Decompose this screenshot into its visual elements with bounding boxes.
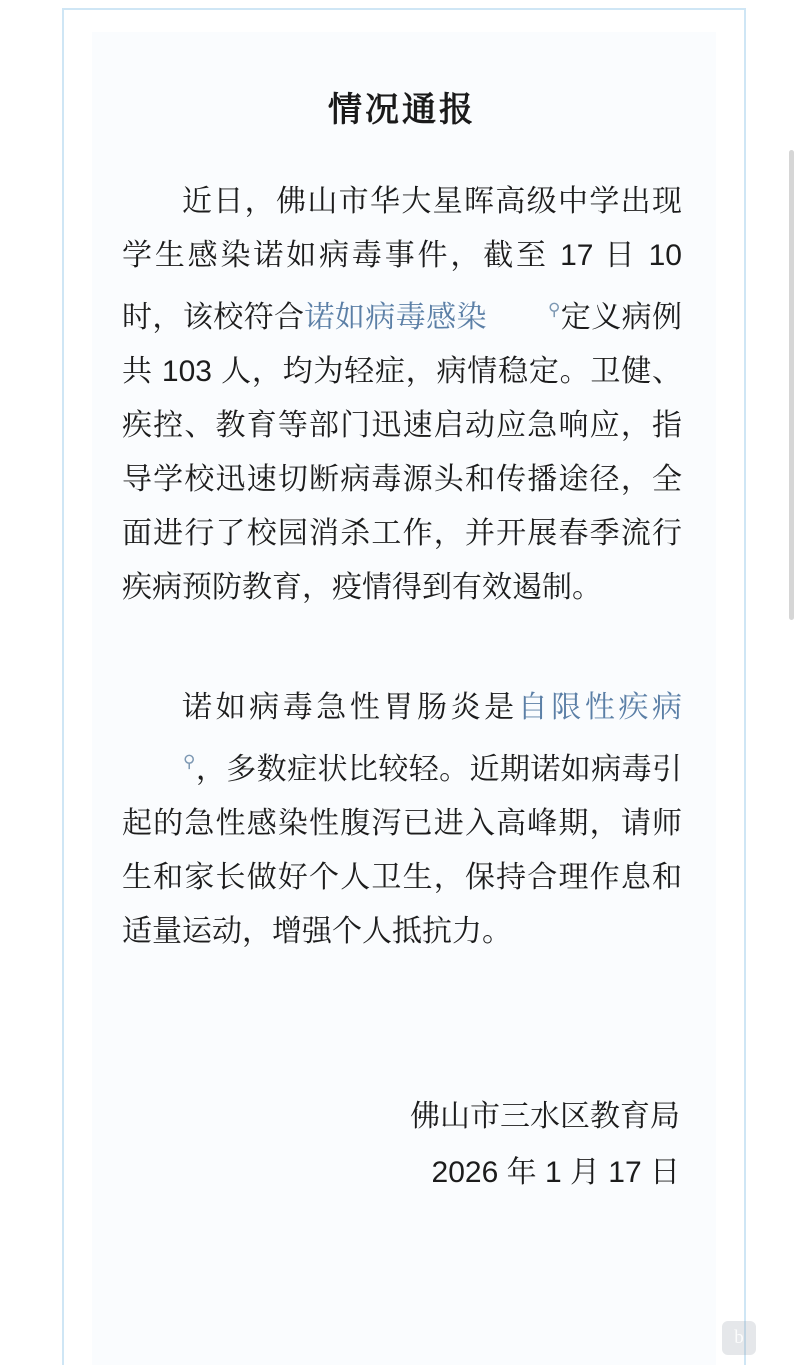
vertical-scrollbar[interactable] (789, 150, 794, 620)
signature-block (122, 1089, 682, 1201)
document-body (122, 60, 682, 1201)
search-icon[interactable]: ⚲ (547, 300, 561, 319)
paragraph-1-text-before-link: 近日，佛山市华大星晖高级中学出现学生感染诺如病毒事件，截至 17 日 10 时，该校符合 (122, 185, 682, 334)
paragraph-1-text-after-link: 定义病例共 103 人，均为轻症，病情稳定。卫健、疾控、教育等部门迅速启动应急响应，指导学校迅速切断病毒源头和传播途径，全面进行了校园消杀工作，并开展春季流行疾病预防教育，疫情得到有效遏制。 (122, 301, 683, 604)
watermark-logo: b (722, 1321, 756, 1355)
paragraph-2 (122, 681, 682, 959)
paragraph-spacer (122, 627, 682, 681)
signature-organization: 佛山市三水区教育局 (410, 1100, 680, 1133)
inline-link-self-limiting-disease[interactable]: 自限性疾病 (517, 691, 683, 724)
document-title: 情况通报 (328, 91, 476, 129)
paragraph-1 (122, 175, 682, 615)
search-icon[interactable]: ⚲ (183, 752, 196, 771)
signature-date: 2026 年 1 月 17 日 (431, 1156, 680, 1189)
paragraph-2-text-before-link: 诺如病毒急性胃肠炎是 (182, 691, 518, 724)
inline-link-norovirus-infection[interactable]: 诺如病毒感染 (304, 301, 487, 334)
paragraph-2-text-after-link: ，多数症状比较轻。近期诺如病毒引起的急性感染性腹泻已进入高峰期，请师生和家长做好个人卫生，保持合理作息和适量运动，增强个人抵抗力。 (122, 753, 682, 948)
